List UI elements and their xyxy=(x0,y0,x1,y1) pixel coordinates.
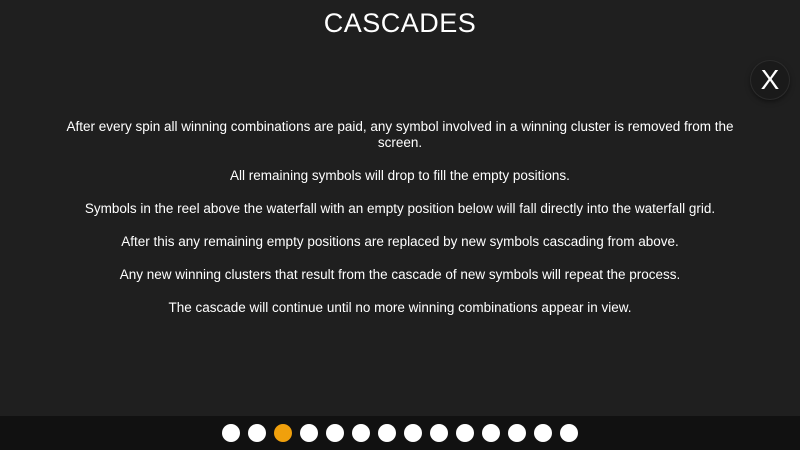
page-dot[interactable] xyxy=(534,424,552,442)
page-dot[interactable] xyxy=(222,424,240,442)
page-dot[interactable] xyxy=(456,424,474,442)
page-dot[interactable] xyxy=(300,424,318,442)
page-dot[interactable] xyxy=(248,424,266,442)
rules-paragraph: All remaining symbols will drop to fill the empty positions. xyxy=(230,168,570,183)
page-dot[interactable] xyxy=(352,424,370,442)
close-icon: X xyxy=(760,64,780,95)
rules-paragraph: The cascade will continue until no more winning combinations appear in view. xyxy=(168,300,632,315)
page-dot-active[interactable] xyxy=(274,424,292,442)
page-dot[interactable] xyxy=(482,424,500,442)
page-dot[interactable] xyxy=(404,424,422,442)
page-title: CASCADES xyxy=(323,8,477,38)
rules-paragraph: After this any remaining empty positions are replaced by new symbols cascading from above. xyxy=(121,234,679,249)
page-dot[interactable] xyxy=(508,424,526,442)
page-dot[interactable] xyxy=(378,424,396,442)
rules-paragraph: After every spin all winning combinations are paid, any symbol involved in a winning cluster is removed from the screen. xyxy=(66,119,734,150)
rules-paragraph: Any new winning clusters that result from the cascade of new symbols will repeat the process. xyxy=(119,267,681,282)
page-indicator xyxy=(0,424,800,442)
page-dot[interactable] xyxy=(326,424,344,442)
page-dot[interactable] xyxy=(430,424,448,442)
rules-text xyxy=(62,119,738,316)
page-dot[interactable] xyxy=(560,424,578,442)
close-button[interactable] xyxy=(751,61,789,99)
rules-paragraph: Symbols in the reel above the waterfall with an empty position below will fall directly into the waterfall grid. xyxy=(84,201,716,216)
